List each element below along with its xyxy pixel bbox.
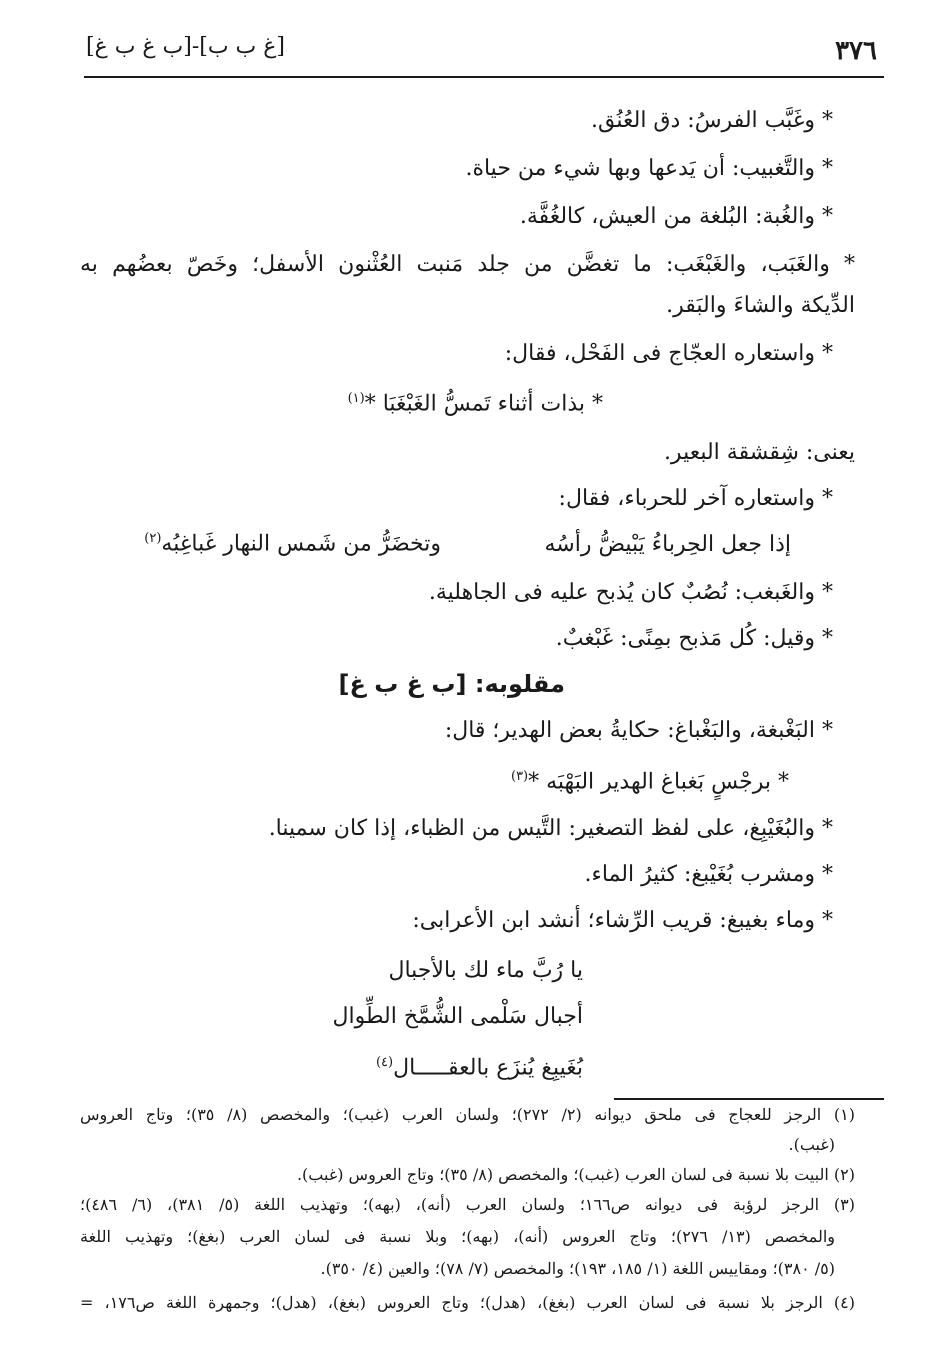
header-rule — [84, 76, 884, 78]
footnote-line: (٢) البيت بلا نسبة فى لسان العرب (غبب)؛ والمخصص (٨/ ٣٥)؛ وتاج العروس (غبب). — [296, 1165, 855, 1184]
entry-line: الدِّيكة والشاءَ والبَقر. — [666, 293, 855, 318]
entry-line: يعنى: شِقشقة البعير. — [663, 440, 855, 465]
footnote-line: (٥/ ٣٨٠)؛ ومقاييس اللغة (١/ ١٨٥، ١٩٣)؛ والمخصص (٧/ ٧٨)؛ والعين (٤/ ٣٥٠). — [320, 1259, 835, 1278]
verse-line: يا رُبَّ ماء لك بالأجبال — [388, 958, 583, 983]
footnote-line: والمخصص (١٣/ ٢٧٦)؛ وتاج العروس (أنه)، (بهه)؛ وبلا نسبة فى لسان العرب (بغغ)؛ وتهذيب اللغة — [80, 1227, 835, 1246]
entry-line: * البَغْبغة، والبَغْباغ: حكايةُ بعض الهدير؛ قال: — [444, 718, 833, 743]
entry-line: * والتَّغبيب: أن يَدعها وبها شيء من حياة. — [465, 156, 833, 181]
entry-line: * ومشرب بُغَيْبغ: كثيرُ الماء. — [584, 862, 833, 887]
entry-line: * وقيل: كُل مَذبح بمِنًى: غَبْغبٌ. — [555, 626, 833, 651]
page-number: ٣٧٦ — [835, 36, 877, 66]
verse-text: * برجْسٍ بَغباغ الهدير البَهْبَه * — [528, 769, 789, 795]
footnote-line: (٣) الرجز لرؤبة فى ديوانه ص١٦٦؛ ولسان العرب (أنه)، (بهه)؛ وتهذيب اللغة (٥/ ٣٨١)، (٦/ ٤٨٦)؛ — [80, 1195, 856, 1214]
entry-line: * والغُبة: البُلغة من العيش، كالغُفَّة. — [519, 204, 833, 229]
footnote-rule — [614, 1098, 884, 1100]
footnote-line: (٤) الرجز بلا نسبة فى لسان العرب (بغغ)، (هدل)؛ وتاج العروس (بغغ)، (هدل)؛ وجمهرة اللغة ص١٧٦، = — [80, 1293, 856, 1312]
section-heading: مقلوبه: [ب غ ب غ] — [338, 670, 565, 698]
footnote-ref: (٤) — [375, 1055, 394, 1070]
verse-line — [348, 384, 603, 419]
footnote-line: (غبب). — [788, 1135, 835, 1154]
verse-text: وتخضَرُّ من شَمس النهار غَباغِبُه — [161, 531, 441, 557]
footnote-ref: (٢) — [144, 531, 162, 546]
entry-line: * وغَبَّب الفرسُ: دق العُنُق. — [591, 108, 833, 133]
entry-line: * والغَبغب: نُصُبٌ كان يُذبح عليه فى الجاهلية. — [428, 580, 833, 605]
entry-line: * واستعاره العجّاج فى الفَحْل، فقال: — [504, 341, 833, 366]
entry-line: * واستعاره آخر للحرباء، فقال: — [558, 486, 833, 511]
footnote-ref: (١) — [347, 391, 365, 406]
entry-line: * والبُغَيْبِغ، على لفظ التصغير: التَّيس من الظباء، إذا كان سمينا. — [268, 816, 833, 841]
verse-line: أجبال سَلْمى الشُّمَّخ الطِّوال — [332, 1004, 583, 1029]
verse-line — [511, 762, 789, 797]
verse-text: * بذات أثناء تَمسُّ الغَبْغَبَا * — [364, 391, 603, 417]
entry-line: * والغَبَب، والغَبْغَب: ما تغضَّن من جلد مَنبت العُثْنون الأسفل؛ وخَصّ بعضُهم به — [80, 252, 855, 277]
verse-hemistich: إذا جعل الحِرباءُ يَبْيضُّ رأسُه — [544, 532, 791, 557]
footnote-ref: (٣) — [510, 769, 529, 784]
verse-text: بُغَيبِغ يُنزَع بالعقـــــال — [393, 1055, 583, 1081]
root-range-header: [غ ب ب]-[ب غ ب غ] — [86, 34, 285, 59]
verse-hemistich — [144, 524, 441, 559]
verse-line — [376, 1048, 583, 1083]
entry-line: * وماء بغيبغ: قريب الرِّشاء؛ أنشد ابن الأعرابى: — [412, 908, 833, 933]
footnote-line: (١) الرجز للعجاج فى ملحق ديوانه (٢/ ٢٧٢)؛ ولسان العرب (غبب)؛ والمخصص (٨/ ٣٥)؛ وتاج العروس — [80, 1105, 856, 1124]
